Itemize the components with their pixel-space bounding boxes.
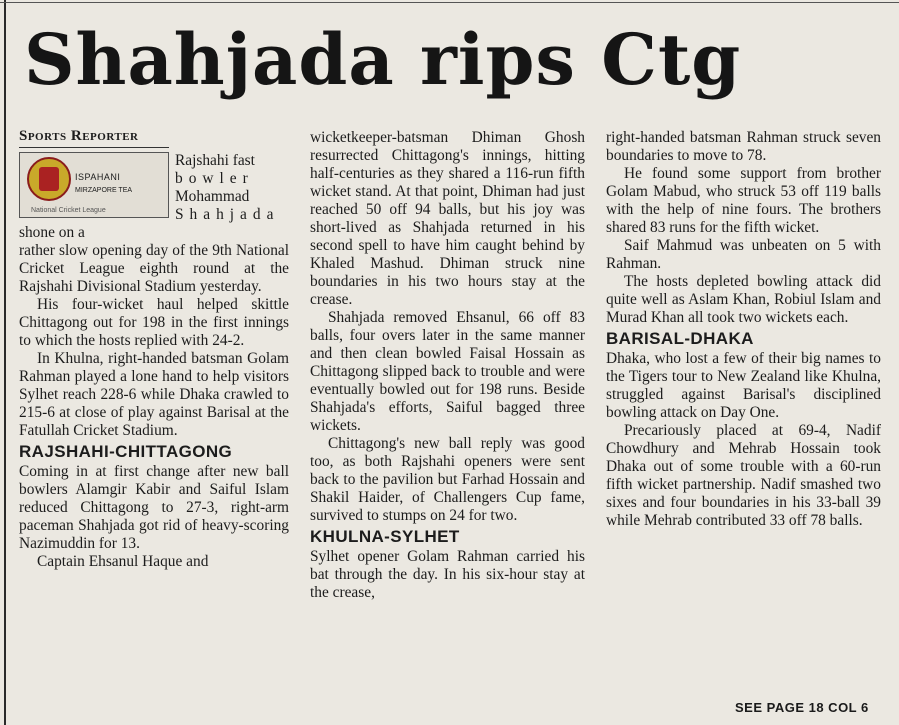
subhead: BARISAL-DHAKA <box>606 329 754 348</box>
paragraph: Dhaka, who lost a few of their big names to the Tigers tour to New Zealand like Khulna, struggled against Barisal's disciplined bowling attack on Day One. <box>606 350 881 421</box>
top-rule <box>0 2 899 3</box>
paragraph: Captain Ehsanul Haque and <box>37 553 209 570</box>
tea-emblem-icon <box>27 157 71 201</box>
article-column-2 <box>310 129 585 602</box>
paragraph: Coming in at first change after new ball bowlers Alamgir Kabir and Saiful Islam reduced Chittagong to 27-3, right-arm paceman Shahjada got rid of heavy-scoring Nazimuddin for 13. <box>19 463 289 552</box>
lead-line: Mohammad <box>175 188 250 205</box>
paragraph: In Khulna, right-handed batsman Golam Rahman played a lone hand to help visitors Sylhet reach 228-6 while Dhaka crawled to 215-6 at close of play against Barisal at the Fatullah Cricket Stadium. <box>19 350 289 439</box>
paragraph: Shahjada removed Ehsanul, 66 off 83 balls, four overs later in the same manner and then clean bowled Faisal Hossain as Chittagong slipped back to trouble and were eventually bowled out for 198 runs. Beside Shahjada's efforts, Saiful bagged three wickets. <box>310 309 585 434</box>
paragraph: He found some support from brother Golam Mabud, who struck 53 off 119 balls with the help of nine fours. The brothers shared 83 runs for the fifth wicket. <box>606 165 881 236</box>
paragraph: Precariously placed at 69-4, Nadif Chowdhury and Mehrab Hossain took Dhaka out of some trouble with a 60-run fifth wicket partnership. Nadif smashed two sixes and four boundaries in his 33-ball 39 while Mehrab contributed 33 off 78 balls. <box>606 422 881 529</box>
subhead: RAJSHAHI-CHITTAGONG <box>19 442 233 461</box>
byline-text: Sports Reporter <box>19 128 139 144</box>
column-rule <box>4 0 6 725</box>
article-column-3 <box>606 129 881 530</box>
article-column-1 <box>19 127 289 571</box>
lead-line: Rajshahi fast <box>175 152 255 169</box>
logo-brand: ISPAHANI <box>75 172 121 182</box>
lead-line: bowler <box>175 170 254 187</box>
lead-line: shone on a <box>19 224 85 241</box>
paragraph: Sylhet opener Golam Rahman carried his bat through the day. In his six-hour stay at the crease, <box>310 548 585 601</box>
paragraph: rather slow opening day of the 9th National Cricket League eighth round at the Rajshahi Divisional Stadium yesterday. <box>19 242 289 295</box>
byline <box>19 127 169 148</box>
paragraph: Chittagong's new ball reply was good too, as both Rajshahi openers were sent back to the pavilion but Farhad Hossain and Shakil Haider, of Challengers Cup fame, survived to stumps on 24 for two. <box>310 435 585 524</box>
continuation-jump: SEE PAGE 18 COL 6 <box>735 700 869 715</box>
headline: Shahjada rips Ctg <box>24 18 742 101</box>
logo-product: MIRZAPORE TEA <box>75 187 133 194</box>
paragraph: wicketkeeper-batsman Dhiman Ghosh resurrected Chittagong's innings, hitting half-centuries as they shared a 116-run fifth wicket stand. At that point, Dhiman had just reached 50 off 94 balls, but his joy was short-lived as Shahjada returned in his second spell to have him caught behind by Khaled Mashud. Dhiman struck nine boundaries in his two hours stay at the crease. <box>310 129 585 308</box>
logo-league: National Cricket League <box>31 207 106 214</box>
paragraph: Saif Mahmud was unbeaten on 5 with Rahman. <box>606 237 881 272</box>
paragraph: His four-wicket haul helped skittle Chittagong out for 198 in the first innings to which the hosts replied with 24-2. <box>19 296 289 349</box>
paragraph: The hosts depleted bowling attack did quite well as Aslam Khan, Robiul Islam and Murad Khan all took two wickets each. <box>606 273 881 326</box>
paragraph: right-handed batsman Rahman struck seven boundaries to move to 78. <box>606 129 881 164</box>
sponsor-logo <box>19 152 169 218</box>
lead-line: Shahjada <box>175 206 280 223</box>
subhead: KHULNA-SYLHET <box>310 527 460 546</box>
